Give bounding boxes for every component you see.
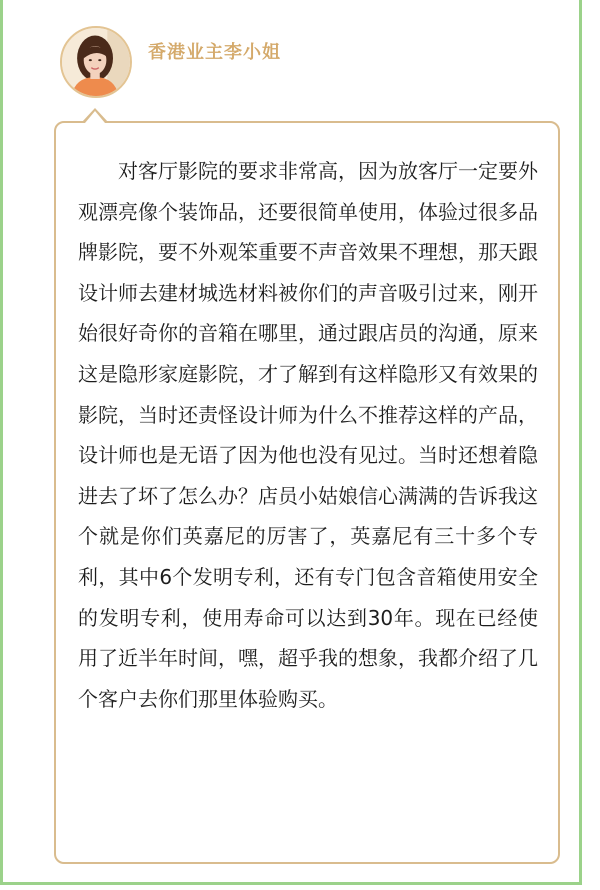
speech-pointer-fill: [85, 111, 105, 123]
testimonial-text: 对客厅影院的要求非常高，因为放客厅一定要外观漂亮像个装饰品，还要很简单使用，体验过很多品牌影院，要不外观笨重要不声音效果不理想，那天跟设计师去建材城选材料被你们的声音吸引过来，刚开始很好奇你的音箱在哪里，通过跟店员的沟通，原来这是隐形家庭影院，才了解到有这样隐形又有效果的影院，当时还责怪设计师为什么不推荐这样的产品，设计师也是无语了因为他也没有见过。当时还想着隐进去了坏了怎么办？店员小姑娘信心满满的告诉我这个就是你们英嘉尼的厉害了，英嘉尼有三十多个专利，其中6个发明专利，还有专门包含音箱使用安全的发明专利，使用寿命可以达到30年。现在已经使用了近半年时间，嘿，超乎我的想象，我都介绍了几个客户去你们那里体验购买。: [78, 159, 538, 711]
testimonial-box: [54, 121, 560, 864]
avatar: [60, 26, 132, 98]
author-name: 香港业主李小姐: [148, 42, 281, 63]
avatar-portrait-image: [62, 28, 130, 96]
